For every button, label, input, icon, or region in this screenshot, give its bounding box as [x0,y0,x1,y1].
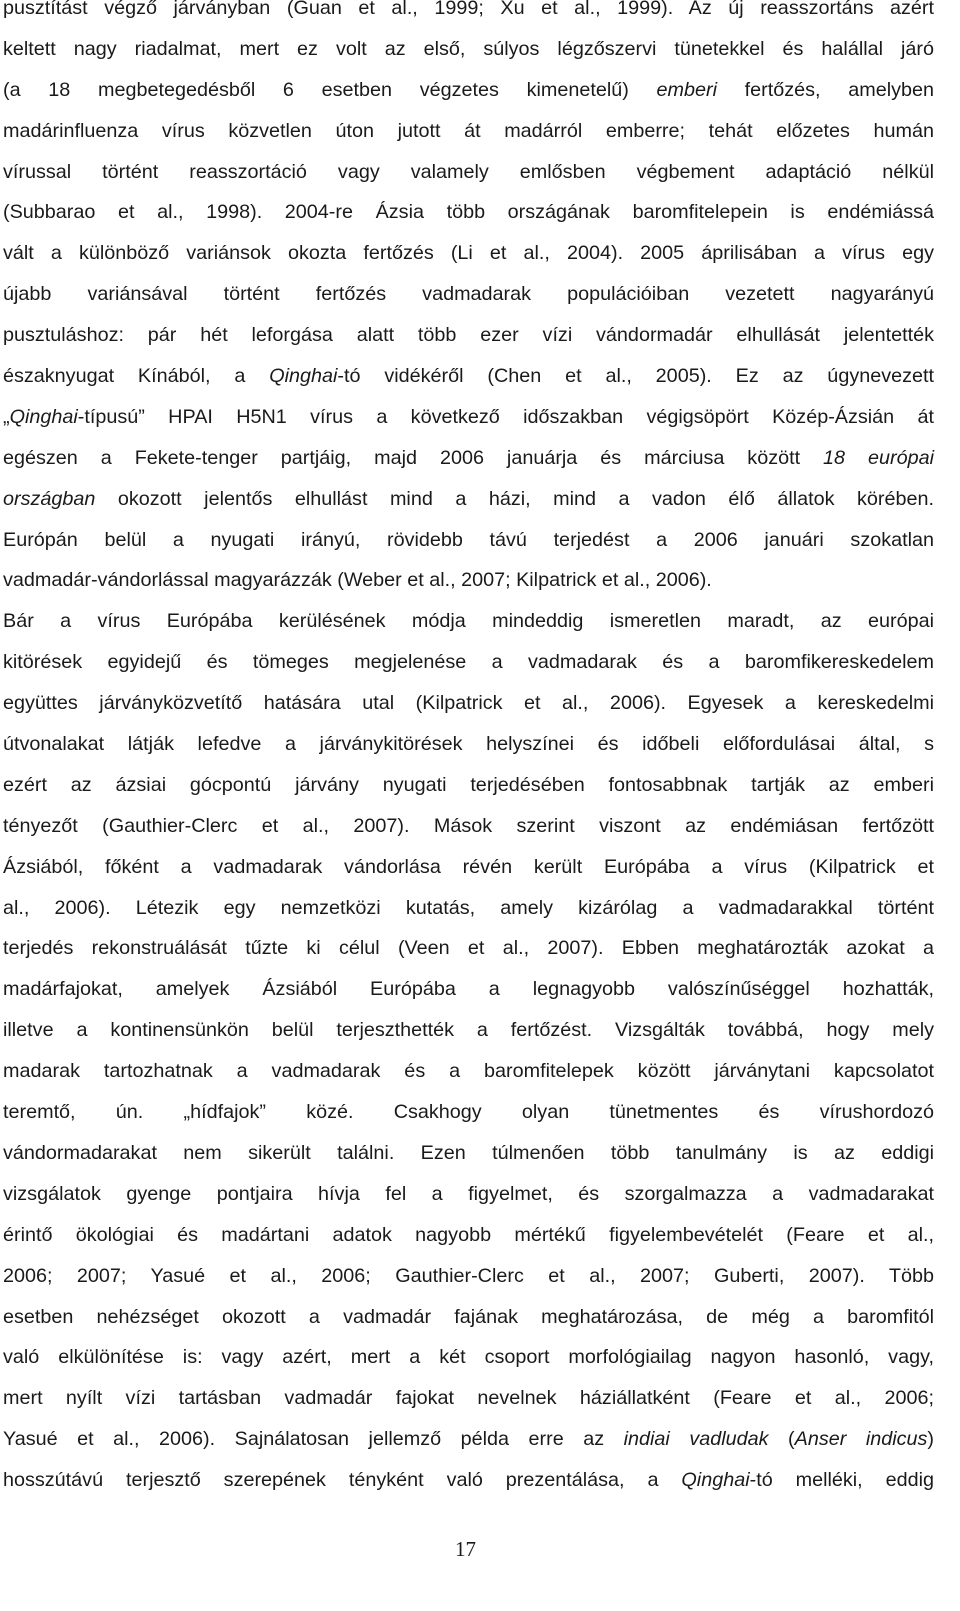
text-line [3,1256,934,1297]
text-line [3,315,934,356]
text-line [3,111,934,152]
text-line [3,274,934,315]
text-line [3,765,934,806]
text-run: mert nyílt vízi tartásban vadmadár fajokat nevelnek háziállatként (Feare et al., 2006; [3,1387,934,1410]
text-run: ezért az ázsiai gócpontú járvány nyugati terjedésében fontosabbnak tartják az emberi [3,773,934,796]
text-run: -tó melléki, eddig [749,1469,934,1492]
text-run: pusztítást végző járványban (Guan et al., 1999; Xu et al., 1999). Az új reasszortáns azért [3,0,934,19]
body-paragraph [3,0,934,1501]
text-line [3,0,934,29]
text-line [3,928,934,969]
text-line [3,683,934,724]
text-line [3,479,934,520]
text-run: kitörések egyidejű és tömeges megjelenése a vadmadarak és a baromfikereskedelem [3,651,934,674]
text-run: vizsgálatok gyenge pontjaira hívja fel a figyelmet, és szorgalmazza a vadmadarakat [3,1182,934,1205]
text-run: érintő ökológiai és madártani adatok nagyobb mértékű figyelembevételét (Feare et al., [3,1223,934,1246]
text-line [3,1215,934,1256]
text-line [3,1337,934,1378]
text-run: újabb variánsával történt fertőzés vadmadarak populációiban vezetett nagyarányú [3,283,934,306]
text-line [3,1297,934,1338]
text-run: vadmadár-vándorlással magyarázzák (Weber et al., 2007; Kilpatrick et al., 2006). [3,569,712,592]
text-run: esetben nehézséget okozott a vadmadár fajának meghatározása, de még a baromfitól [3,1305,934,1328]
text-run: okozott jelentős elhullást mind a házi, mind a vadon élő állatok körében. [95,487,934,510]
text-run: északnyugat Kínából, a [3,365,270,388]
text-run: madárinfluenza vírus közvetlen úton jutott át madárról emberre; tehát előzetes humán [3,119,934,142]
text-run: hosszútávú terjesztő szerepének tényként való prezentálása, a [3,1469,682,1492]
italic-text: Qinghai [9,405,78,428]
text-line [3,847,934,888]
text-line [3,70,934,111]
text-run: ( [768,1428,795,1451]
text-line [3,1419,934,1460]
page-number: 17 [455,1537,476,1561]
text-line [3,29,934,70]
text-run: al., 2006). Létezik egy nemzetközi kutatás, amely kizárólag a vadmadarakkal történt [3,896,934,919]
text-line [3,601,934,642]
text-run: -tó vidékéről (Chen et al., 2005). Ez az úgynevezett [337,365,934,388]
text-line [3,1378,934,1419]
text-run: együttes járványközvetítő hatására utal (Kilpatrick et al., 2006). Egyesek a kereskedelmi [3,692,934,715]
text-run: fertőzés, amelyben [716,78,934,101]
italic-text: 18 európai [823,446,934,469]
text-run: Európán belül a nyugati irányú, rövidebb távú terjedést a 2006 januári szokatlan [3,528,934,551]
text-run: madarak tartozhatnak a vadmadarak és a baromfitelepek között járványtani kapcsolatot [3,1060,934,1083]
text-run: Ázsiából, főként a vadmadarak vándorlása révén került Európába a vírus (Kilpatrick et [3,855,934,878]
italic-text: Qinghai [269,365,338,388]
text-run: illetve a kontinensünkön belül terjeszthették a fertőzést. Vizsgálták továbbá, hogy mely [3,1019,934,1042]
text-run: madárfajokat, amelyek Ázsiából Európába a legnagyobb valószínűséggel hozhatták, [3,978,934,1001]
italic-text: indiai vadludak [623,1428,769,1451]
text-line [3,806,934,847]
text-line [3,642,934,683]
text-run: pusztuláshoz: pár hét leforgása alatt több ezer vízi vándormadár elhullását jelentették [3,324,934,347]
italic-text: országban [3,487,96,510]
text-run: Yasué et al., 2006). Sajnálatosan jellemző példa erre az [3,1428,624,1451]
text-line [3,192,934,233]
text-run: vált a különböző variánsok okozta fertőzés (Li et al., 2004). 2005 áprilisában a vírus egy [3,242,934,265]
text-line [3,438,934,479]
italic-text: Anser indicus [794,1428,928,1451]
italic-text: Qinghai [681,1469,750,1492]
text-run: keltett nagy riadalmat, mert ez volt az első, súlyos légzőszervi tünetekkel és halállal járó [3,37,934,60]
text-run: vándormadarakat nem sikerült találni. Ezen túlmenően több tanulmány is az eddigi [3,1141,934,1164]
text-run: ) [927,1428,934,1451]
text-line [3,1051,934,1092]
text-run: tényezőt (Gauthier-Clerc et al., 2007). Mások szerint viszont az endémiásan fertőzött [3,814,934,837]
text-line [3,152,934,193]
text-line [3,560,934,601]
text-line [3,233,934,274]
text-line [3,969,934,1010]
text-line [3,724,934,765]
text-run: „ [3,405,10,428]
text-line [3,1010,934,1051]
text-line [3,1092,934,1133]
text-run: 2006; 2007; Yasué et al., 2006; Gauthier-Clerc et al., 2007; Guberti, 2007). Több [3,1264,934,1287]
text-line [3,1460,934,1501]
text-run: teremtő, ún. „hídfajok” közé. Csakhogy olyan tünetmentes és vírushordozó [3,1101,934,1124]
text-line [3,1174,934,1215]
text-run: vírussal történt reasszortáció vagy valamely emlősben végbement adaptáció nélkül [3,160,934,183]
text-run: terjedés rekonstruálását tűzte ki célul (Veen et al., 2007). Ebben meghatározták azokat a [3,937,934,960]
text-run: (Subbarao et al., 1998). 2004-re Ázsia több országának baromfitelepein is endémiássá [3,201,934,224]
text-line [3,520,934,561]
text-line [3,397,934,438]
text-run: útvonalakat látják lefedve a járványkitörések helyszínei és időbeli előfordulásai által, s [3,733,934,756]
text-line [3,1133,934,1174]
text-line [3,888,934,929]
text-run: való elkülönítése is: vagy azért, mert a két csoport morfológiailag nagyon hasonló, vagy, [3,1346,934,1369]
text-run: -típusú” HPAI H5N1 vírus a következő időszakban végigsöpört Közép-Ázsián át [77,405,934,428]
text-run: egészen a Fekete-tenger partjáig, majd 2006 januárja és márciusa között [3,446,824,469]
text-run: Bár a vírus Európába kerülésének módja mindeddig ismeretlen maradt, az európai [3,610,934,633]
text-run: (a 18 megbetegedésből 6 esetben végzetes kimenetelű) [3,78,657,101]
text-line [3,356,934,397]
italic-text: emberi [656,78,717,101]
